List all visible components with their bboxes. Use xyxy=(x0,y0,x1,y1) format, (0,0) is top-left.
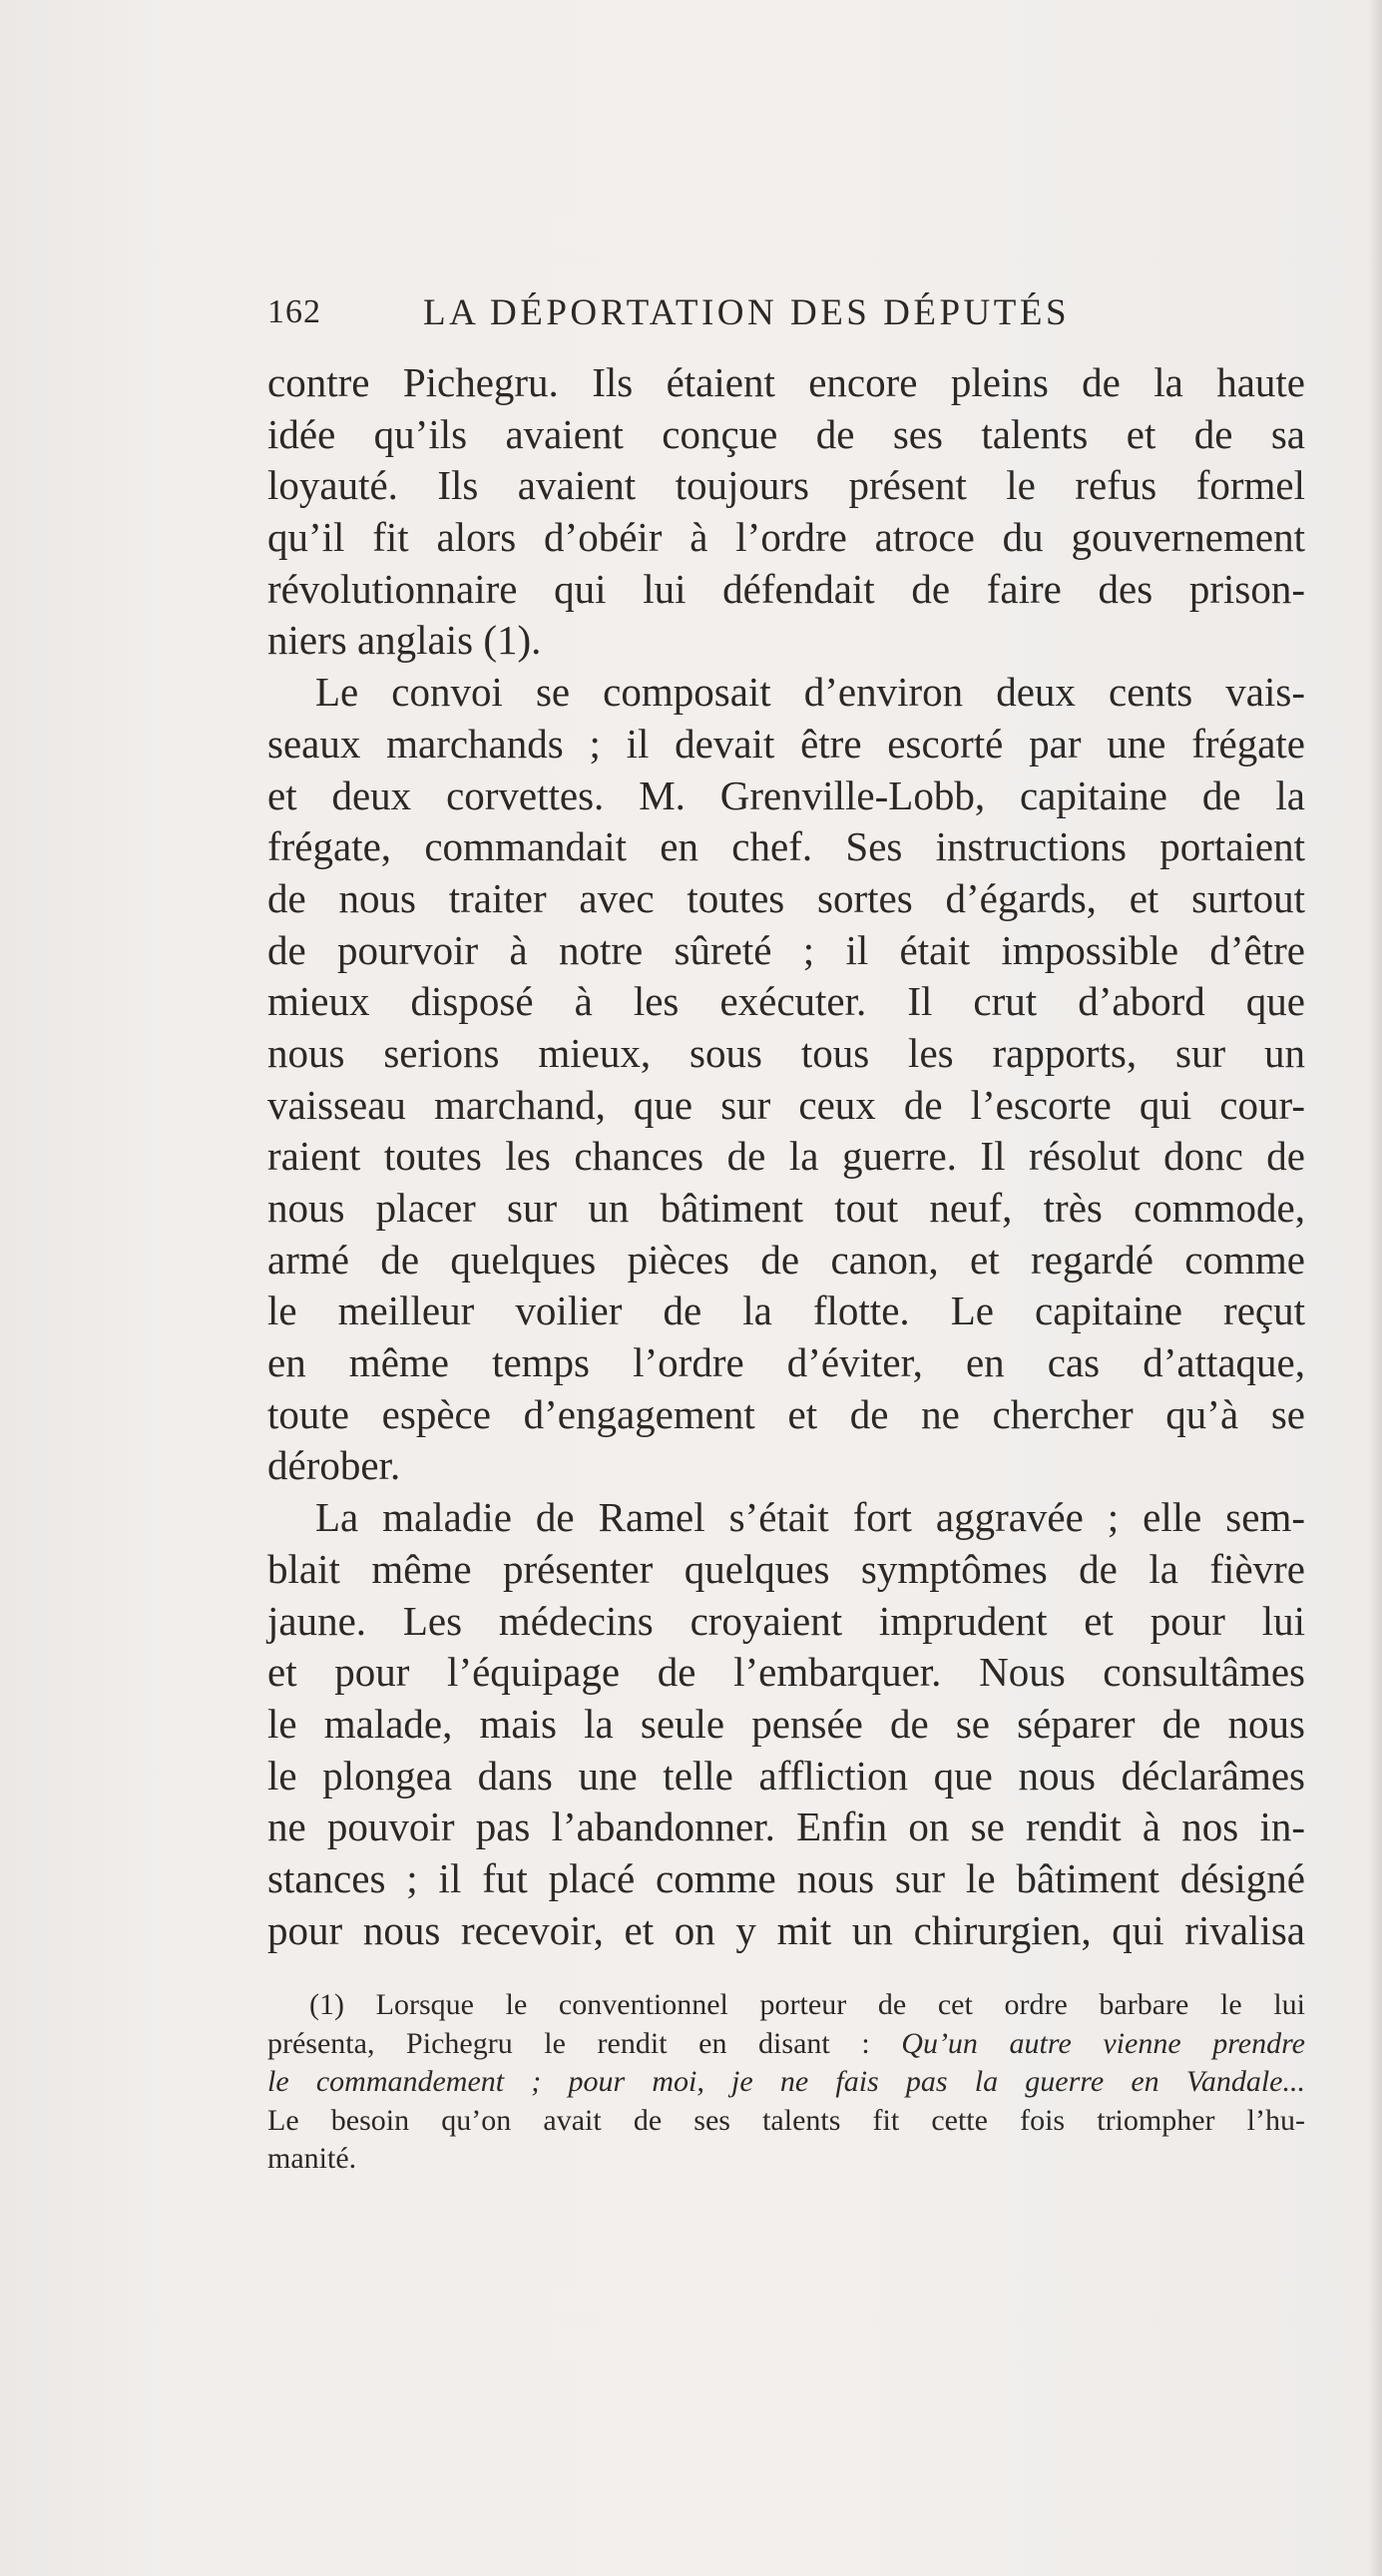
text-line: nous serions mieux, sous tous les rapports, sur un xyxy=(267,1029,1305,1076)
text-line: de nous traiter avec toutes sortes d’égards, et surtout xyxy=(267,874,1305,921)
footnote-line xyxy=(267,2025,1305,2064)
text-line: toute espèce d’engagement et de ne chercher qu’à se xyxy=(267,1390,1305,1437)
text-line: armé de quelques pièces de canon, et regardé comme xyxy=(267,1236,1305,1283)
text-line: idée qu’ils avaient conçue de ses talents et de sa xyxy=(267,410,1305,457)
text-line: loyauté. Ils avaient toujours présent le refus formel xyxy=(267,462,1305,509)
text-line: seaux marchands ; il devait être escorté par une frégate xyxy=(267,720,1305,767)
text-line: nous placer sur un bâtiment tout neuf, très commode, xyxy=(267,1185,1305,1231)
footnote-text: présenta, Pichegru le rendit en disant : xyxy=(267,2026,902,2060)
text-line: ne pouvoir pas l’abandonner. Enfin on se rendit à nos in- xyxy=(267,1803,1305,1850)
footnote-quote: Qu’un autre vienne prendre xyxy=(901,2026,1306,2060)
text-line: mieux disposé à les exécuter. Il crut d’abord que xyxy=(267,978,1305,1025)
text-line: de pourvoir à notre sûreté ; il était impossible d’être xyxy=(267,926,1305,973)
text-line: raient toutes les chances de la guerre. Il résolut donc de xyxy=(267,1133,1305,1180)
text-line: contre Pichegru. Ils étaient encore pleins de la haute xyxy=(267,359,1305,405)
page-edge-shadow xyxy=(1368,0,1382,2576)
text-line: stances ; il fut placé comme nous sur le bâtiment désigné xyxy=(267,1854,1305,1901)
text-line: frégate, commandait en chef. Ses instructions portaient xyxy=(267,823,1305,870)
footnote-line: manité. xyxy=(267,2142,357,2175)
body-text xyxy=(267,357,1305,1956)
page-number: 162 xyxy=(267,293,321,330)
text-line: le meilleur voilier de la flotte. Le capitaine reçut xyxy=(267,1288,1305,1334)
footnote-line: (1) Lorsque le conventionnel porteur de cet ordre barbare le lui xyxy=(309,1988,1305,2021)
footnote-quote-line: le commandement ; pour moi, je ne fais pas la guerre en Vandale... xyxy=(267,2065,1305,2098)
text-line: niers anglais (1). xyxy=(267,617,542,664)
text-line: et pour l’équipage de l’embarquer. Nous consultâmes xyxy=(267,1649,1305,1696)
text-line: le plongea dans une telle affliction que nous déclarâmes xyxy=(267,1752,1305,1799)
text-line: vaisseau marchand, que sur ceux de l’escorte qui cour- xyxy=(267,1081,1305,1128)
text-line: jaune. Les médecins croyaient imprudent et pour lui xyxy=(267,1597,1305,1644)
text-line: blait même présenter quelques symptômes de la fièvre xyxy=(267,1545,1305,1592)
text-line: pour nous recevoir, et on y mit un chirurgien, qui rivalisa xyxy=(267,1906,1305,1953)
footnote xyxy=(267,1986,1305,2179)
footnote-line: Le besoin qu’on avait de ses talents fit cette fois triompher l’hu- xyxy=(267,2103,1305,2137)
text-line: dérober. xyxy=(267,1442,401,1489)
text-line: révolutionnaire qui lui défendait de faire des prison- xyxy=(267,565,1305,612)
text-line: Le convoi se composait d’environ deux cents vais- xyxy=(315,669,1305,716)
text-line: et deux corvettes. M. Grenville-Lobb, capitaine de la xyxy=(267,772,1305,818)
text-line: La maladie de Ramel s’était fort aggravée ; elle sem- xyxy=(315,1494,1305,1541)
text-line: en même temps l’ordre d’éviter, en cas d’attaque, xyxy=(267,1339,1305,1386)
running-title: LA DÉPORTATION DES DÉPUTÉS xyxy=(423,292,1071,333)
page-header xyxy=(267,287,1305,347)
text-line: qu’il fit alors d’obéir à l’ordre atroce du gouvernement xyxy=(267,514,1305,561)
text-line: le malade, mais la seule pensée de se séparer de nous xyxy=(267,1700,1305,1747)
